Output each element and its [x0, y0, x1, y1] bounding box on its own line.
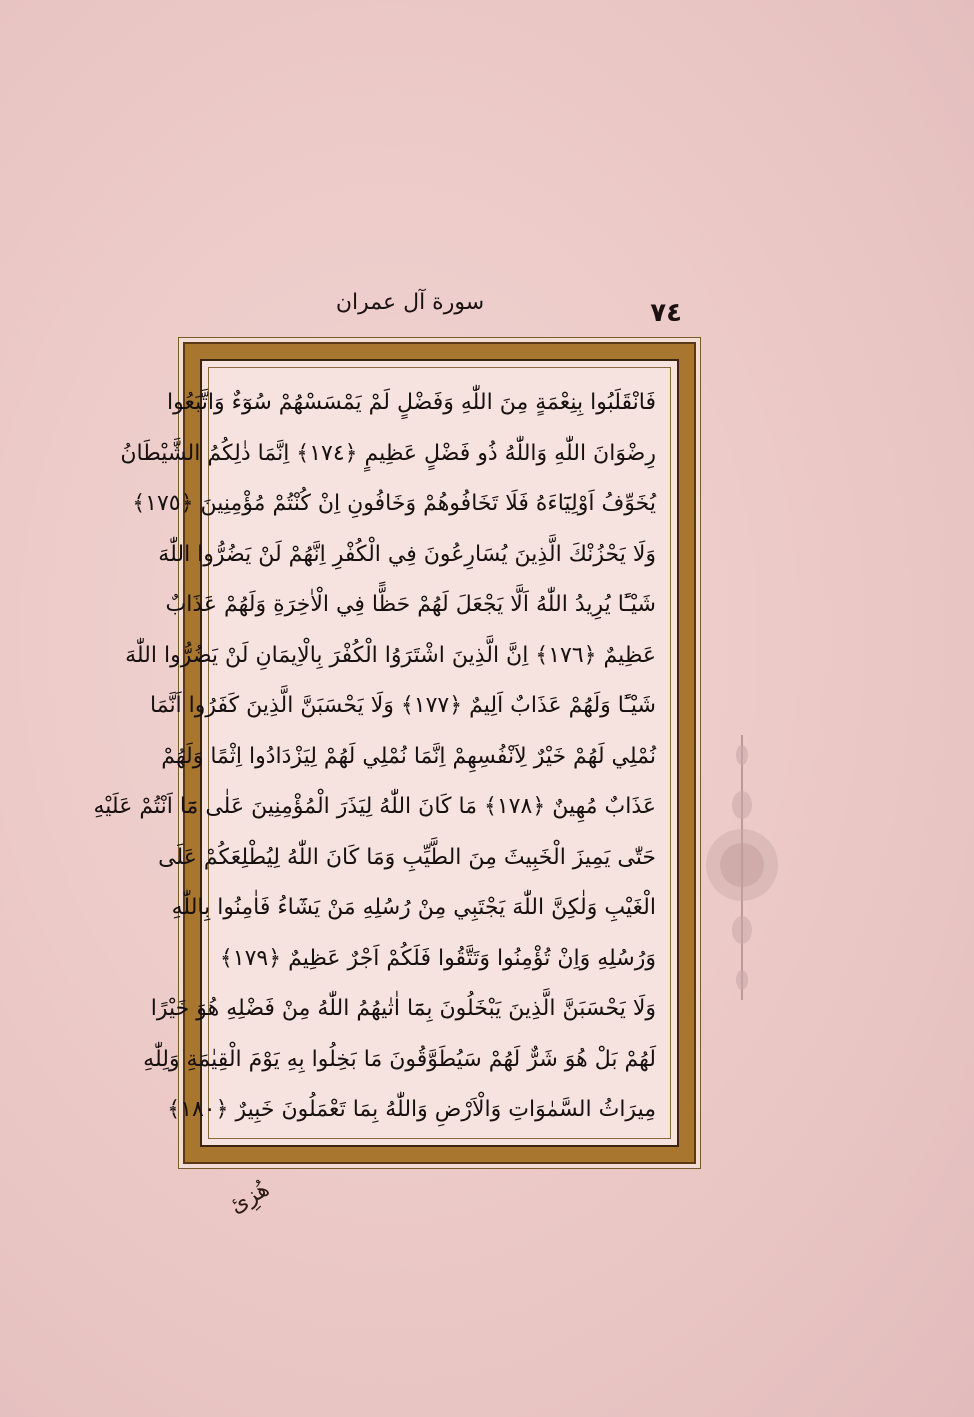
verse-line: لَهُمْ بَلْ هُوَ شَرٌّ لَهُمْ سَيُطَوَّقُونَ مَا بَخِلُوا بِهِ يَوْمَ الْقِيٰمَةِ وَلِلّٰهِ — [143, 1046, 656, 1072]
verse-line: مِيرَاثُ السَّمٰوَاتِ وَالْاَرْضِ وَاللّٰهُ بِمَا تَعْمَلُونَ خَبِيرٌ ﴿١٨٠﴾ — [167, 1097, 656, 1122]
verse-line: شَيْـًٔا وَلَهُمْ عَذَابٌ اَلِيمٌ ﴿١٧٧﴾ وَلَا يَحْسَبَنَّ الَّذِينَ كَفَرُوا اَنَّمَا — [150, 693, 656, 718]
margin-ornament-icon — [702, 735, 782, 1000]
verse-line: حَتّٰى يَمِيزَ الْخَبِيثَ مِنَ الطَّيِّبِ وَمَا كَانَ اللّٰهُ لِيُطْلِعَكُمْ عَلَى — [158, 844, 656, 870]
verse-line: الْغَيْبِ وَلٰكِنَّ اللّٰهَ يَجْتَبِي مِنْ رُسُلِهِ مَنْ يَشَٓاءُ فَاٰمِنُوا بِاللّٰهِ — [171, 895, 656, 920]
verse-line: نُمْلِي لَهُمْ خَيْرٌ لِاَنْفُسِهِمْ اِنَّمَا نُمْلِي لَهُمْ لِيَزْدَادُوا اِثْمًا وَلَهُمْ — [161, 743, 656, 769]
verse-line: يُخَوِّفُ اَوْلِيَٓاءَهُ فَلَا تَخَافُوهُمْ وَخَافُونِ اِنْ كُنْتُمْ مُؤْمِنِينَ ﴿١٧٥﴾ — [132, 491, 656, 516]
verse-text-panel — [93, 367, 671, 1139]
catchword: هُزِئ — [225, 1176, 274, 1219]
verse-line: وَرُسُلِهِ وَاِنْ تُؤْمِنُوا وَتَتَّقُوا فَلَكُمْ اَجْرٌ عَظِيمٌ ﴿١٧٩﴾ — [219, 945, 656, 971]
verse-line: عَذَابٌ مُهِينٌ ﴿١٧٨﴾ مَا كَانَ اللّٰهُ لِيَذَرَ الْمُؤْمِنِينَ عَلٰى مَٓا اَنْتُمْ عَلَيْهِ — [93, 794, 656, 819]
verse-line: وَلَا يَحْسَبَنَّ الَّذِينَ يَبْخَلُونَ بِمَٓا اٰتٰيهُمُ اللّٰهُ مِنْ فَضْلِهِ هُوَ خَيْرًا — [150, 996, 656, 1021]
verse-line: شَيْـًٔا يُرِيدُ اللّٰهُ اَلَّا يَجْعَلَ لَهُمْ حَظًّا فِي الْاٰخِرَةِ وَلَهُمْ عَذَابٌ — [165, 592, 656, 617]
verse-line: رِضْوَانَ اللّٰهِ وَاللّٰهُ ذُو فَضْلٍ عَظِيمٍ ﴿١٧٤﴾ اِنَّمَا ذٰلِكُمُ الشَّيْطَانُ — [120, 440, 656, 466]
verse-line: فَانْقَلَبُوا بِنِعْمَةٍ مِنَ اللّٰهِ وَفَضْلٍ لَمْ يَمْسَسْهُمْ سُوٓءٌ وَاتَّبَعُوا — [167, 390, 656, 415]
page-number: ٧٤ — [650, 298, 682, 328]
verse-line: وَلَا يَحْزُنْكَ الَّذِينَ يُسَارِعُونَ فِي الْكُفْرِ اِنَّهُمْ لَنْ يَضُرُّوا اللّٰهَ — [158, 541, 656, 567]
verse-line: عَظِيمٌ ﴿١٧٦﴾ اِنَّ الَّذِينَ اشْتَرَوُا الْكُفْرَ بِالْاِيمَانِ لَنْ يَضُرُّوا اللّٰهَ — [125, 642, 656, 668]
surah-title: سورة آل عمران — [335, 290, 485, 315]
